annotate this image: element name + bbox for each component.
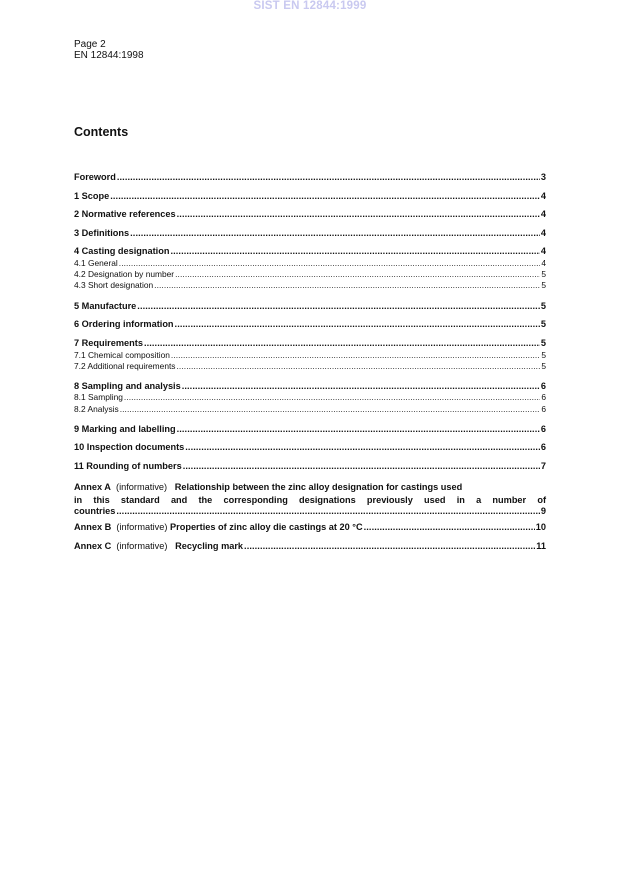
page-ref: 6 — [540, 381, 546, 391]
entry-label: 2 Normative references — [74, 209, 176, 219]
annex-title-line: Relationship between the zinc alloy designation for castings used — [174, 482, 463, 492]
page-ref: 3 — [540, 172, 546, 182]
dot-leader — [185, 442, 540, 452]
annex-type: (informative) — [116, 522, 168, 532]
entry-label: 8.2 Analysis — [74, 404, 119, 414]
annex-title-line: in this standard and the corresponding designations previously used in a number of — [74, 494, 546, 505]
dot-leader — [124, 392, 540, 402]
toc-entry-annex-a[interactable] — [74, 481, 546, 506]
entry-label: 6 Ordering information — [74, 319, 174, 329]
toc-entry[interactable] — [74, 381, 546, 391]
entry-label: 8.1 Sampling — [74, 392, 123, 402]
toc-entry[interactable] — [74, 209, 546, 219]
toc-entry[interactable] — [74, 319, 546, 329]
page-ref: 5 — [541, 280, 546, 290]
page-number: Page 2 — [74, 39, 106, 50]
toc-entry[interactable] — [74, 461, 546, 471]
annex-name: Annex C — [74, 541, 112, 551]
entry-label: Foreword — [74, 172, 116, 182]
entry-label: 7 Requirements — [74, 338, 143, 348]
toc-entry-annex-b[interactable] — [74, 522, 546, 532]
toc-entry[interactable] — [74, 338, 546, 348]
dot-leader — [137, 301, 540, 311]
toc-entry[interactable] — [74, 424, 546, 434]
dot-leader — [120, 404, 541, 414]
toc-entry[interactable] — [74, 246, 546, 256]
toc-entry[interactable] — [74, 361, 546, 371]
page-ref: 10 — [535, 522, 546, 532]
dot-leader — [177, 424, 540, 434]
dot-leader — [117, 172, 540, 182]
dot-leader — [119, 258, 541, 268]
annex-name: Annex B — [74, 522, 112, 532]
page-ref: 4 — [540, 228, 546, 238]
toc-entry[interactable] — [74, 392, 546, 402]
toc-entry[interactable] — [74, 280, 546, 290]
dot-leader — [175, 319, 540, 329]
toc-entry[interactable] — [74, 172, 546, 182]
page-ref: 4 — [540, 246, 546, 256]
toc-entry-annex-c[interactable] — [74, 541, 546, 551]
toc-entry-annex-a-last[interactable] — [74, 506, 546, 516]
page-ref: 5 — [541, 269, 546, 279]
annex-type: (informative) — [116, 482, 168, 492]
page-ref: 5 — [541, 350, 546, 360]
toc-entry[interactable] — [74, 404, 546, 414]
dot-leader — [364, 522, 535, 532]
toc-entry[interactable] — [74, 228, 546, 238]
entry-label: 4.3 Short designation — [74, 280, 154, 290]
dot-leader — [177, 361, 541, 371]
entry-label: 3 Definitions — [74, 228, 130, 238]
page-ref: 5 — [541, 361, 546, 371]
page-ref: 9 — [540, 506, 546, 516]
dot-leader — [183, 461, 540, 471]
dot-leader — [116, 506, 540, 516]
dot-leader — [170, 246, 539, 256]
entry-label: 7.2 Additional requirements — [74, 361, 176, 371]
dot-leader — [244, 541, 535, 551]
annex-title: Recycling mark — [175, 541, 244, 551]
document-id: EN 12844:1998 — [74, 50, 144, 61]
contents-title: Contents — [74, 125, 129, 139]
dot-leader — [144, 338, 540, 348]
page-ref: 5 — [540, 338, 546, 348]
dot-leader — [154, 280, 540, 290]
toc-entry[interactable] — [74, 269, 546, 279]
page-ref: 11 — [536, 541, 546, 551]
entry-label: 4 Casting designation — [74, 246, 170, 256]
annex-type: (informative) — [116, 541, 168, 551]
entry-label: 5 Manufacture — [74, 301, 137, 311]
dot-leader — [171, 350, 540, 360]
page-ref: 6 — [540, 442, 546, 452]
dot-leader — [175, 269, 540, 279]
entry-label: 7.1 Chemical composition — [74, 350, 170, 360]
toc-entry[interactable] — [74, 191, 546, 201]
page-ref: 4 — [540, 191, 546, 201]
table-of-contents — [74, 0, 546, 876]
annex-title: Properties of zinc alloy die castings at 20 °C — [170, 522, 363, 532]
page-ref: 6 — [541, 404, 546, 414]
dot-leader — [130, 228, 540, 238]
entry-label: 1 Scope — [74, 191, 110, 201]
entry-label: 4.2 Designation by number — [74, 269, 175, 279]
page-ref: 4 — [540, 209, 546, 219]
dot-leader — [182, 381, 540, 391]
page-ref: 4 — [541, 258, 546, 268]
toc-entry[interactable] — [74, 350, 546, 360]
watermark: SIST EN 12844:1999 — [253, 0, 367, 12]
page-ref: 6 — [540, 424, 546, 434]
entry-label: 11 Rounding of numbers — [74, 461, 182, 471]
page-ref: 5 — [540, 319, 546, 329]
toc-entry[interactable] — [74, 258, 546, 268]
entry-label: 10 Inspection documents — [74, 442, 185, 452]
annex-name: Annex A — [74, 482, 111, 492]
dot-leader — [177, 209, 540, 219]
toc-entry[interactable] — [74, 442, 546, 452]
page-ref: 6 — [541, 392, 546, 402]
annex-title-line: countries — [74, 506, 116, 516]
page-ref: 5 — [540, 301, 546, 311]
entry-label: 9 Marking and labelling — [74, 424, 176, 434]
entry-label: 4.1 General — [74, 258, 118, 268]
toc-entry[interactable] — [74, 301, 546, 311]
entry-label: 8 Sampling and analysis — [74, 381, 181, 391]
page-ref: 7 — [540, 461, 546, 471]
dot-leader — [110, 191, 540, 201]
